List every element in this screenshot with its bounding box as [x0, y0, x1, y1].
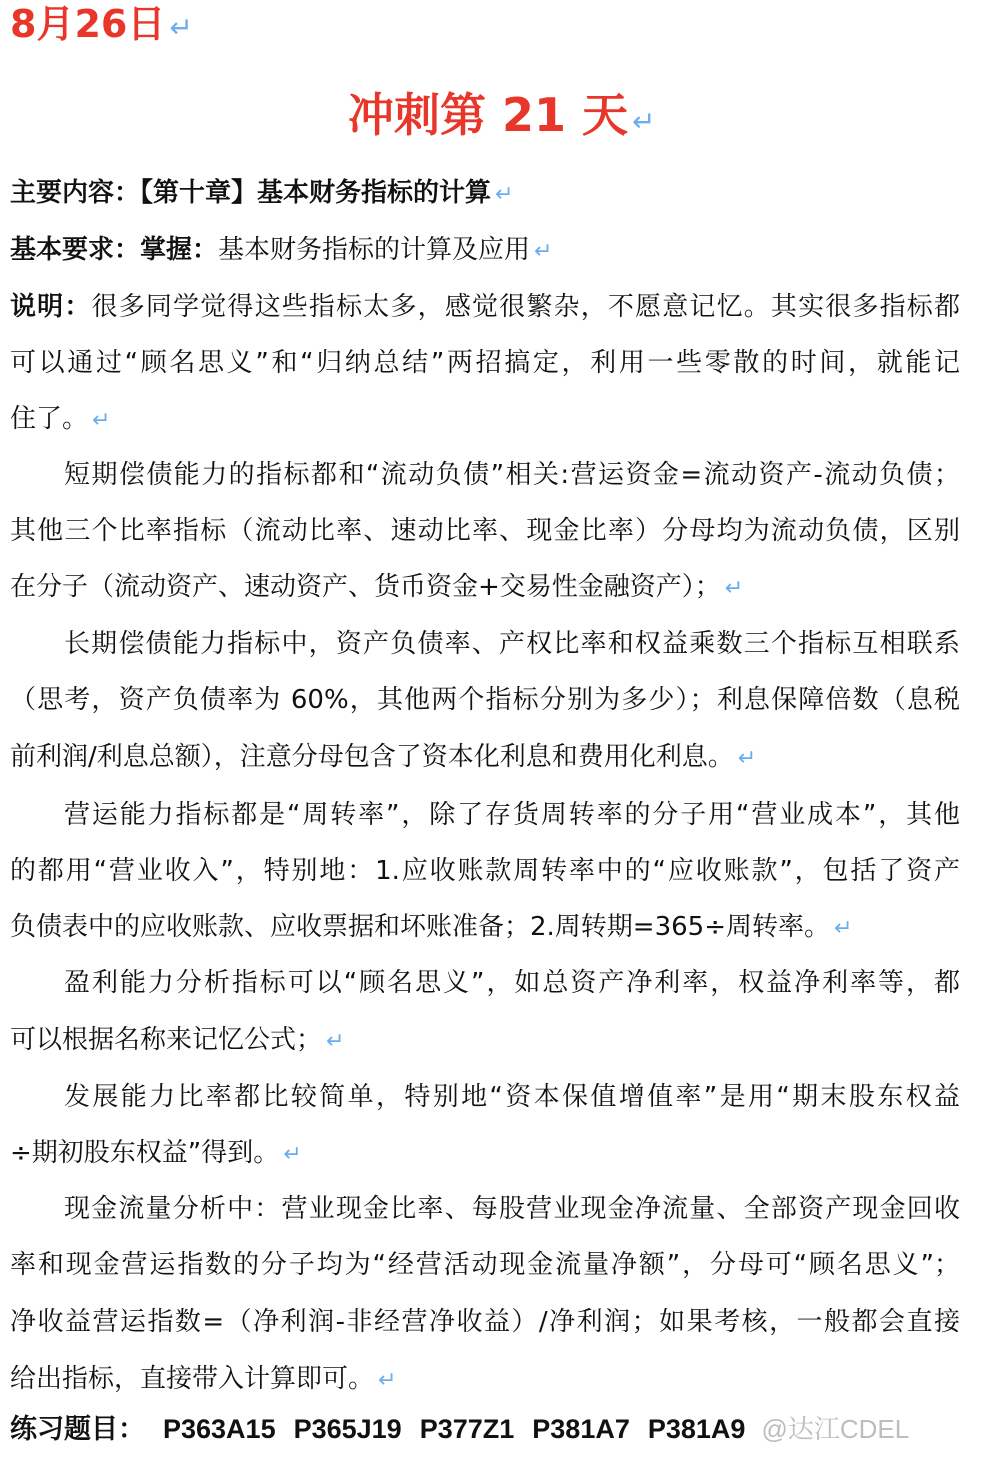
- date-text: 8月26日: [10, 2, 166, 46]
- text: 给出指标，直接带入计算即可。: [10, 1364, 375, 1394]
- paragraph-line: 长期偿债能力指标中，资产负债率、产权比率和权益乘数三个指标互相联系: [64, 629, 960, 659]
- exercise-item: P377Z1: [419, 1414, 515, 1444]
- paragraph-mark-icon: ↵: [326, 1029, 345, 1054]
- paragraph-line: [10, 910, 960, 946]
- paragraph-line: 其他三个比率指标（流动比率、速动比率、现金比率）分母均为流动负债，区别: [10, 516, 960, 546]
- exercise-item: P381A9: [647, 1414, 746, 1444]
- exercise-item: P363A15: [163, 1414, 276, 1444]
- paragraph-line: 短期偿债能力的指标都和“流动负债”相关:营运资金=流动资产-流动负债；: [64, 460, 960, 490]
- requirement-line: [10, 233, 960, 269]
- note-line: [10, 402, 960, 438]
- label: 说明：: [10, 292, 92, 322]
- paragraph-line: （思考，资产负债率为 60%，其他两个指标分别为多少）；利息保障倍数（息税: [10, 685, 960, 715]
- paragraph-line: 的都用“营业收入”，特别地：1.应收账款周转率中的“应收账款”，包括了资产: [10, 856, 960, 886]
- paragraph-line: [10, 740, 960, 776]
- exercise-item: P365J19: [293, 1414, 402, 1444]
- paragraph-mark-icon: ↵: [632, 105, 656, 138]
- paragraph-mark-icon: ↵: [834, 916, 853, 941]
- note-line: 可以通过“顾名思义”和“归纳总结”两招搞定，利用一些零散的时间，就能记: [10, 348, 960, 378]
- main-content-text: 【第十章】基本财务指标的计算: [140, 178, 492, 208]
- text: 很多同学觉得这些指标太多，感觉很繁杂，不愿意记忆。其实很多指标都: [91, 292, 960, 322]
- paragraph-mark-icon: ↵: [378, 1368, 397, 1393]
- text: 负债表中的应收账款、应收票据和坏账准备；2.周转期=365÷周转率。: [10, 912, 831, 942]
- label: 主要内容：: [10, 178, 141, 208]
- watermark: @达江CDEL: [761, 1414, 910, 1444]
- exercises-line: [10, 1414, 995, 1444]
- paragraph-mark-icon: ↵: [724, 576, 744, 601]
- text: 住了。: [10, 404, 89, 434]
- exercise-item: P381A7: [532, 1414, 630, 1444]
- paragraph-line: 净收益营运指数=（净利润-非经营净收益）/净利润；如果考核，一般都会直接: [10, 1307, 960, 1337]
- text: 可以根据名称来记忆公式；: [10, 1025, 323, 1055]
- main-content-line: [10, 176, 960, 212]
- paragraph-mark-icon: ↵: [169, 11, 193, 44]
- exercises-label: 练习题目：: [10, 1414, 145, 1444]
- date-heading: [10, 2, 193, 50]
- paragraph-line: [10, 1023, 960, 1059]
- paragraph-line: [10, 1362, 960, 1398]
- paragraph-mark-icon: ↵: [283, 1142, 302, 1167]
- note-line: [10, 290, 960, 324]
- paragraph-line: [10, 570, 960, 606]
- text: 前利润/利息总额），注意分母包含了资本化利息和费用化利息。: [10, 742, 734, 772]
- paragraph-line: 发展能力比率都比较简单，特别地“资本保值增值率”是用“期末股东权益: [64, 1082, 960, 1112]
- paragraph-line: [10, 1136, 960, 1172]
- paragraph-mark-icon: ↵: [495, 182, 514, 207]
- paragraph-mark-icon: ↵: [534, 239, 553, 264]
- paragraph-mark-icon: ↵: [92, 408, 111, 433]
- requirement-text: 基本财务指标的计算及应用: [218, 235, 531, 265]
- paragraph-line: 率和现金营运指数的分子均为“经营活动现金流量净额”，分母可“顾名思义”；: [10, 1250, 960, 1280]
- text: ÷期初股东权益”得到。: [10, 1138, 280, 1168]
- paragraph-line: 现金流量分析中：营业现金比率、每股营业现金净流量、全部资产现金回收: [64, 1194, 960, 1224]
- paragraph-line: 营运能力指标都是“周转率”，除了存货周转率的分子用“营业成本”，其他: [64, 800, 960, 830]
- text: 在分子（流动资产、速动资产、货币资金+交易性金融资产）；: [10, 572, 721, 602]
- title-text: 冲刺第 21 天: [348, 88, 629, 142]
- paragraph-mark-icon: ↵: [737, 746, 757, 771]
- paragraph-line: 盈利能力分析指标可以“顾名思义”，如总资产净利率，权益净利率等，都: [64, 968, 960, 998]
- page-title: [348, 88, 656, 149]
- label: 基本要求：掌握：: [10, 235, 219, 265]
